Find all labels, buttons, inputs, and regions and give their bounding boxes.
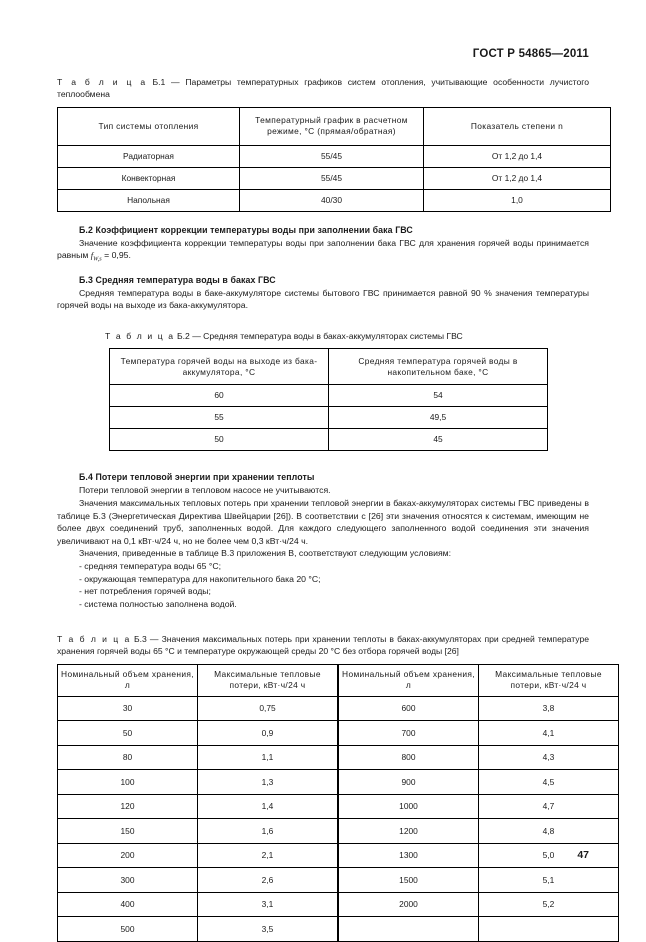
table-b1-col-header-system-type: Тип системы отопления: [58, 107, 240, 145]
table-row: [58, 794, 619, 819]
table-row: [58, 145, 611, 167]
table-b2-cell: 49,5: [329, 407, 548, 429]
table-b3-cell: 5,0: [479, 843, 619, 868]
table-row: [58, 189, 611, 211]
table-b3-cell: 2000: [338, 892, 479, 917]
table-b3-cell: 3,5: [198, 917, 339, 942]
list-item: - система полностью заполнена водой.: [79, 599, 237, 610]
table-b3-cell: 1500: [338, 868, 479, 893]
table-b3-cell: 150: [58, 819, 198, 844]
section-b3-paragraph: Средняя температура воды в баке-аккумуляторе системы бытового ГВС принимается равной 90 % значения температуры горячей воды на выходе из бака-аккумулятора.: [57, 287, 589, 311]
table-b3-cell: 1,6: [198, 819, 339, 844]
table-b3-col-header-max-losses-right: Максимальные тепловые потери, кВт·ч/24 ч: [479, 664, 619, 696]
table-b1-cell: 55/45: [240, 167, 424, 189]
table-b2-cell: 60: [110, 385, 329, 407]
table-b2-header-row: [110, 349, 548, 385]
section-b4: [57, 471, 589, 611]
table-b1-cell: От 1,2 до 1,4: [424, 145, 611, 167]
section-b3: [57, 274, 589, 312]
formula-symbol: f: [90, 250, 94, 261]
table-b1-cell: Радиаторная: [58, 145, 240, 167]
table-row: [58, 745, 619, 770]
table-b3-cell: 30: [58, 696, 198, 721]
table-row: [58, 167, 611, 189]
table-b3-caption-text: — Значения максимальных потерь при хранении теплоты в баках-аккумуляторах при средней температуре хранения горячей воды 65 °С и температуре окружающей среды 20 °С без отбора горячей воды [26]: [57, 634, 590, 657]
table-b3-caption: [57, 633, 589, 658]
table-b3-cell: 4,5: [479, 770, 619, 795]
table-b3-cell: 4,7: [479, 794, 619, 819]
table-b3-cell: 1,3: [198, 770, 339, 795]
table-b3-cell: 50: [58, 721, 198, 746]
section-b3-title: Б.3 Средняя температура воды в баках ГВС: [79, 274, 276, 285]
table-b1-cell: Конвекторная: [58, 167, 240, 189]
table-b3-cell: 0,75: [198, 696, 339, 721]
table-b2-caption-number: Б.2: [176, 330, 190, 341]
table-row: [58, 721, 619, 746]
section-b2: [57, 224, 589, 267]
table-b1-cell: 55/45: [240, 145, 424, 167]
table-b2-cell: 55: [110, 407, 329, 429]
table-b3-cell: 80: [58, 745, 198, 770]
formula-subscript: W,s: [93, 256, 102, 264]
table-b1-col-header-temperature-schedule: Температурный график в расчетном режиме, °С (прямая/обратная): [240, 107, 424, 145]
table-b2-col-header-outlet-temperature: Температура горячей воды на выходе из бака-аккумулятора, °С: [110, 349, 329, 385]
table-b1-header-row: [58, 107, 611, 145]
table-b1-caption-number: Б.1: [152, 77, 166, 87]
coefficient-formula: [90, 250, 131, 264]
table-b3-cell: 2,6: [198, 868, 339, 893]
table-b3-cell: 1200: [338, 819, 479, 844]
table-b3-cell: 300: [58, 868, 198, 893]
table-b3-cell-empty: [479, 917, 619, 942]
table-b3-cell: 700: [338, 721, 479, 746]
table-b1-cell: 1,0: [424, 189, 611, 211]
table-b3-cell: 100: [58, 770, 198, 795]
list-item: - окружающая температура для накопительного бака 20 °С;: [79, 573, 321, 584]
table-b1-cell: Напольная: [58, 189, 240, 211]
table-b2-caption-prefix: Т а б л и ц а: [105, 330, 175, 341]
section-b4-conditions-list: [57, 560, 589, 611]
table-b3-cell: 5,1: [479, 868, 619, 893]
table-b3-cell: 3,8: [479, 696, 619, 721]
table-b1: [57, 107, 611, 212]
table-b3-cell: 400: [58, 892, 198, 917]
table-b1-cell: От 1,2 до 1,4: [424, 167, 611, 189]
table-b3-cell: 1300: [338, 843, 479, 868]
section-b4-paragraph-2: Значения максимальных тепловых потерь при хранении тепловой энергии в баках-аккумуляторах системы ГВС приведены в таблице Б.3 (Энергетическая Директива Швейцарии [26]). В соответствии с [26] эти значения относятся к системам, имеющим не более двух соединений труб, заполненных водой. Для каждого следующего заполненного водой соединения эти значения увеличивают на 0,1 кВт·ч/24 ч, но не более чем 0,3 кВт·ч/24 ч.: [57, 497, 589, 546]
table-row: [58, 696, 619, 721]
table-b2-cell: 45: [329, 429, 548, 451]
table-b3-cell: 1,4: [198, 794, 339, 819]
page-content: [57, 76, 602, 942]
table-b3-caption-prefix: Т а б л и ц а: [57, 634, 131, 645]
page-number: 47: [577, 849, 589, 861]
table-row: [58, 843, 619, 868]
table-b1-caption-prefix: Т а б л и ц а: [57, 77, 147, 87]
section-b2-title: Б.2 Коэффициент коррекции температуры воды при заполнении бака ГВС: [79, 224, 413, 235]
table-row: [110, 385, 548, 407]
table-b2-col-header-average-temperature: Средняя температура горячей воды в накопительном баке, °С: [329, 349, 548, 385]
table-b3-cell: 1,1: [198, 745, 339, 770]
table-b1-cell: 40/30: [240, 189, 424, 211]
formula-value: = 0,95.: [101, 250, 131, 261]
table-b3-cell: 900: [338, 770, 479, 795]
table-b3-cell-empty: [338, 917, 479, 942]
table-b3-caption-number: Б.3: [134, 634, 147, 645]
table-row: [110, 429, 548, 451]
table-row: [58, 892, 619, 917]
table-b3-col-header-nominal-volume-left: Номинальный объем хранения, л: [58, 664, 198, 696]
table-b1-col-header-exponent: Показатель степени n: [424, 107, 611, 145]
table-b3-cell: 500: [58, 917, 198, 942]
table-b3-cell: 0,9: [198, 721, 339, 746]
list-item: - нет потребления горячей воды;: [79, 586, 211, 597]
table-b3-cell: 3,1: [198, 892, 339, 917]
table-b3-header-row: [58, 664, 619, 696]
table-b2: [109, 348, 548, 451]
table-row: [58, 868, 619, 893]
table-b1-caption-text: — Параметры температурных графиков систем отопления, учитывающие особенности лучистого теплообмена: [57, 77, 590, 100]
table-b3-cell: 2,1: [198, 843, 339, 868]
table-b3: [57, 664, 619, 942]
section-b2-paragraph-text: Значение коэффициента коррекции температуры воды при заполнении бака ГВС для хранения горячей воды принимается равным: [57, 237, 589, 261]
table-b3-cell: 600: [338, 696, 479, 721]
table-b3-cell: 4,1: [479, 721, 619, 746]
table-row: [58, 819, 619, 844]
table-row: [110, 407, 548, 429]
table-b2-cell: 50: [110, 429, 329, 451]
table-b2-caption-text: — Средняя температура воды в баках-аккумуляторах системы ГВС: [192, 330, 463, 341]
document-header-standard-number: ГОСТ Р 54865—2011: [472, 48, 589, 60]
section-b4-title: Б.4 Потери тепловой энергии при хранении теплоты: [79, 472, 315, 483]
table-b3-cell: 4,8: [479, 819, 619, 844]
table-b3-cell: 200: [58, 843, 198, 868]
table-row: [58, 770, 619, 795]
table-row: [58, 917, 619, 942]
section-b4-paragraph-1: Потери тепловой энергии в тепловом насосе не учитываются.: [79, 485, 331, 496]
table-b2-caption: [105, 330, 589, 342]
table-b3-cell: 4,3: [479, 745, 619, 770]
table-b3-cell: 1000: [338, 794, 479, 819]
section-b2-paragraph: [57, 237, 589, 267]
table-b2-cell: 54: [329, 385, 548, 407]
table-b3-cell: 5,2: [479, 892, 619, 917]
table-b3-col-header-nominal-volume-right: Номинальный объем хранения, л: [338, 664, 479, 696]
table-b3-cell: 120: [58, 794, 198, 819]
table-b3-cell: 800: [338, 745, 479, 770]
section-b4-paragraph-3: Значения, приведенные в таблице В.3 приложения В, соответствуют следующим условиям:: [79, 548, 452, 559]
list-item: - средняя температура воды 65 °С;: [79, 560, 222, 571]
table-b1-caption: [57, 76, 589, 101]
table-b3-col-header-max-losses-left: Максимальные тепловые потери, кВт·ч/24 ч: [198, 664, 339, 696]
